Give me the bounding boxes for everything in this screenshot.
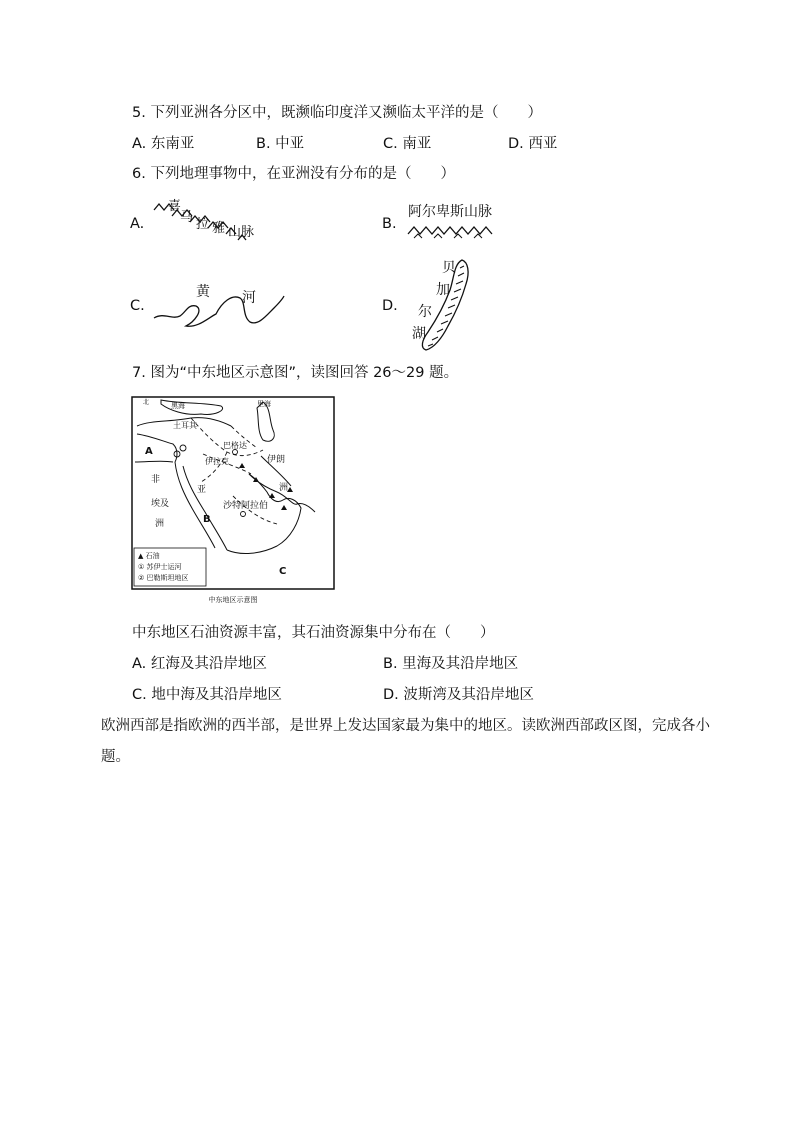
himalaya-char-5: 山脉 [228,225,255,240]
map-caption: 中东地区示意图 [208,596,258,604]
mountain-symbol-small [414,234,482,238]
yellow-river-char-2: 河 [242,290,256,306]
alps-figure [404,198,504,242]
baikal-char-2: 加 [436,282,450,298]
mountain-symbol [408,227,492,234]
q7-question: 中东地区石油资源丰富，其石油资源集中分布在（ ） [132,625,495,641]
q5-option-a: A. 东南亚 [132,136,195,152]
baikal-figure [410,254,480,354]
map-legend-suez: ① 苏伊士运河 [138,563,182,571]
alps-label: 阿尔卑斯山脉 [408,204,492,220]
q6-option-c-letter: C. [130,298,145,314]
baikal-char-1: 贝 [442,260,456,276]
map-label-a: A [145,446,153,457]
q7-option-a: A. 红海及其沿岸地区 [132,656,267,672]
intro-paragraph-line-2: 题。 [101,749,130,765]
q6-stem: 6. 下列地理事物中，在亚洲没有分布的是（ ） [132,166,455,182]
q6-option-a-letter: A. [130,216,145,232]
map-label-iraq: 伊拉克 [205,457,229,466]
himalaya-figure [150,196,270,246]
q5-option-b: B. 中亚 [256,136,305,152]
baikal-char-4: 湖 [412,326,426,342]
yellow-river-figure [150,276,290,336]
map-label-africa-1: 非 [151,475,161,485]
map-label-baghdad: 巴格达 [223,441,247,450]
himalaya-char-1: 喜 [168,199,182,214]
q7-option-c: C. 地中海及其沿岸地区 [132,687,282,703]
himalaya-char-4: 雅 [212,221,226,236]
q7-option-b: B. 里海及其沿岸地区 [383,656,519,672]
middle-east-map [131,396,335,608]
map-label-asia-2: 洲 [279,483,289,493]
q5-stem: 5. 下列亚洲各分区中，既濒临印度洋又濒临太平洋的是（ ） [132,105,542,121]
map-label-asia: 亚 [197,485,207,495]
map-label-africa-2: 洲 [155,519,165,529]
map-label-north: 北 [143,399,150,406]
map-label-saudi: 沙特阿拉伯 [223,501,269,511]
q7-option-d: D. 波斯湾及其沿岸地区 [383,687,534,703]
yellow-river-char-1: 黄 [196,284,210,300]
q7-stem: 7. 图为“中东地区示意图”，读图回答 26～29 题。 [132,365,459,381]
baikal-char-3: 尔 [418,304,432,320]
map-label-b: B [203,514,211,525]
q6-option-d-letter: D. [382,298,398,314]
map-label-iran: 伊朗 [267,455,286,465]
himalaya-char-3: 拉 [196,217,210,232]
map-label-black-sea: 黑海 [171,402,185,410]
map-label-egypt: 埃及 [151,499,170,509]
map-legend-palestine: ② 巴勒斯坦地区 [138,574,189,582]
himalaya-char-2: 马 [180,210,194,225]
map-legend-oil: ▲ 石油 [138,552,160,560]
river-line [154,296,284,326]
q5-option-d: D. 西亚 [508,136,558,152]
map-label-c: C [279,566,287,577]
map-label-turkey: 土耳其 [173,421,197,430]
map-label-caspian: 里海 [257,400,271,408]
intro-paragraph-line-1: 欧洲西部是指欧洲的西半部，是世界上发达国家最为集中的地区。读欧洲西部政区图，完成各小 [101,718,710,734]
q6-option-b-letter: B. [382,216,397,232]
q5-option-c: C. 南亚 [383,136,432,152]
